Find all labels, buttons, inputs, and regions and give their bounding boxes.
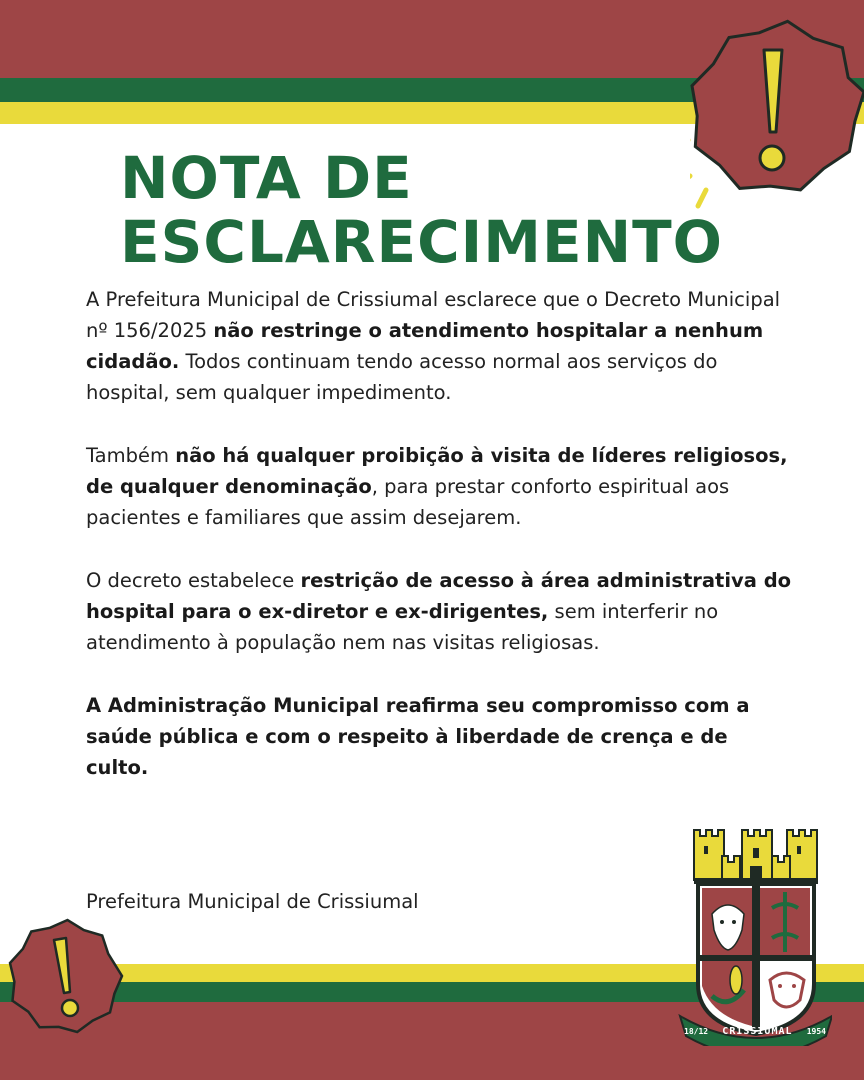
coat-of-arms (676, 826, 832, 1046)
crest-ribbon-text (684, 1026, 826, 1037)
title-line-2: ESCLARECIMENTO (120, 208, 723, 276)
text-run: Também (86, 444, 176, 467)
title-line-1: NOTA DE (120, 144, 413, 212)
ribbon-name: CRISSIUMAL (722, 1026, 793, 1037)
ribbon-year: 1954 (806, 1027, 826, 1036)
bold-text-run: A Administração Municipal reafirma seu compromisso com a saúde pública e com o respeito à liberdade de crença e de culto. (86, 694, 750, 779)
text-run: A Prefeitura Municipal de Crissiumal esclarece que o Decreto Municipal nº 156/2025 (86, 288, 781, 342)
text-run: , para prestar conforto espiritual aos pacientes e familiares que assim desejarem. (86, 475, 730, 529)
bold-text-run: restrição de acesso à área administrativa do hospital para o ex-diretor e ex-dirigentes, (86, 569, 792, 623)
exclamation-badge-icon (8, 918, 126, 1038)
text-run: sem interferir no atendimento à população nem nas visitas religiosas. (86, 600, 719, 654)
paragraph-2 (86, 440, 796, 533)
statement-body (86, 284, 796, 815)
paragraph-4 (86, 690, 796, 783)
bold-text-run: não restringe o atendimento hospitalar a nenhum cidadão. (86, 319, 764, 373)
text-run: Todos continuam tendo acesso normal aos serviços do hospital, sem qualquer impedimento. (86, 350, 718, 404)
ribbon-date: 18/12 (684, 1027, 709, 1036)
bold-text-run: não há qualquer proibição à visita de líderes religiosos, de qualquer denominação (86, 444, 788, 498)
signature: Prefeitura Municipal de Crissiumal (86, 890, 419, 913)
paragraph-1 (86, 284, 796, 408)
page-title (120, 146, 723, 274)
paragraph-3 (86, 565, 796, 658)
text-run: O decreto estabelece (86, 569, 301, 592)
